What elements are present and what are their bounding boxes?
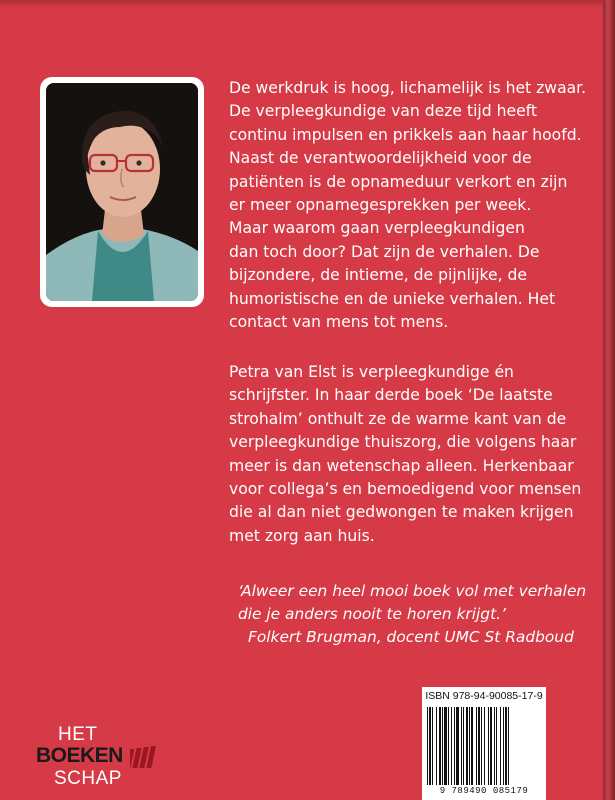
quote-line-1: ‘Alweer een heel mooi boek vol met verhalen: [238, 582, 587, 600]
author-portrait-image: [46, 83, 198, 301]
quote-line-2: die je anders nooit te horen krijgt.’: [238, 605, 506, 623]
books-icon: [130, 746, 160, 768]
barcode-digits: 9 789490 085179: [439, 786, 529, 796]
review-quote: [238, 580, 586, 649]
publisher-logo: [34, 724, 164, 794]
blurb-paragraph-2: Petra van Elst is verpleegkundige én schrijfster. In haar derde boek ‘De laatste strohalm’ onthult ze de warme kant van de verpleegkundige thuiszorg, die volgens haar meer is dan wetenschap alleen. Herkenbaar voor collega’s en bemoedigend voor mensen die al dan niet gedwongen te maken krijgen met zorg aan huis.: [229, 363, 582, 545]
quote-author: Folkert Brugman, docent UMC St Radboud: [248, 628, 574, 646]
cover-top-shadow: [0, 0, 603, 8]
barcode: [427, 707, 541, 785]
logo-het: HET: [58, 724, 98, 745]
author-photo: [46, 83, 198, 301]
isbn-label: ISBN 978-94-90085-17-9: [425, 690, 543, 702]
isbn-barcode-box: [422, 687, 546, 800]
logo-schap: SCHAP: [54, 768, 122, 789]
logo-boeken: BOEKEN: [36, 744, 123, 767]
book-spine-edge: [603, 0, 615, 800]
blurb-paragraph-1: De werkdruk is hoog, lichamelijk is het zwaar. De verpleegkundige van deze tijd heeft continu impulsen en prikkels aan haar hoofd. Naast de verantwoordelijkheid voor de patiënten is de opnameduur verkort en zijn er meer opnamegesprekken per week. Maar waarom gaan verpleegkundigen dan toch door? Dat zijn de verhalen. De bijzondere, de intieme, de pijnlijke, de humoristische en de unieke verhalen. Het contact van mens tot mens.: [229, 79, 587, 332]
